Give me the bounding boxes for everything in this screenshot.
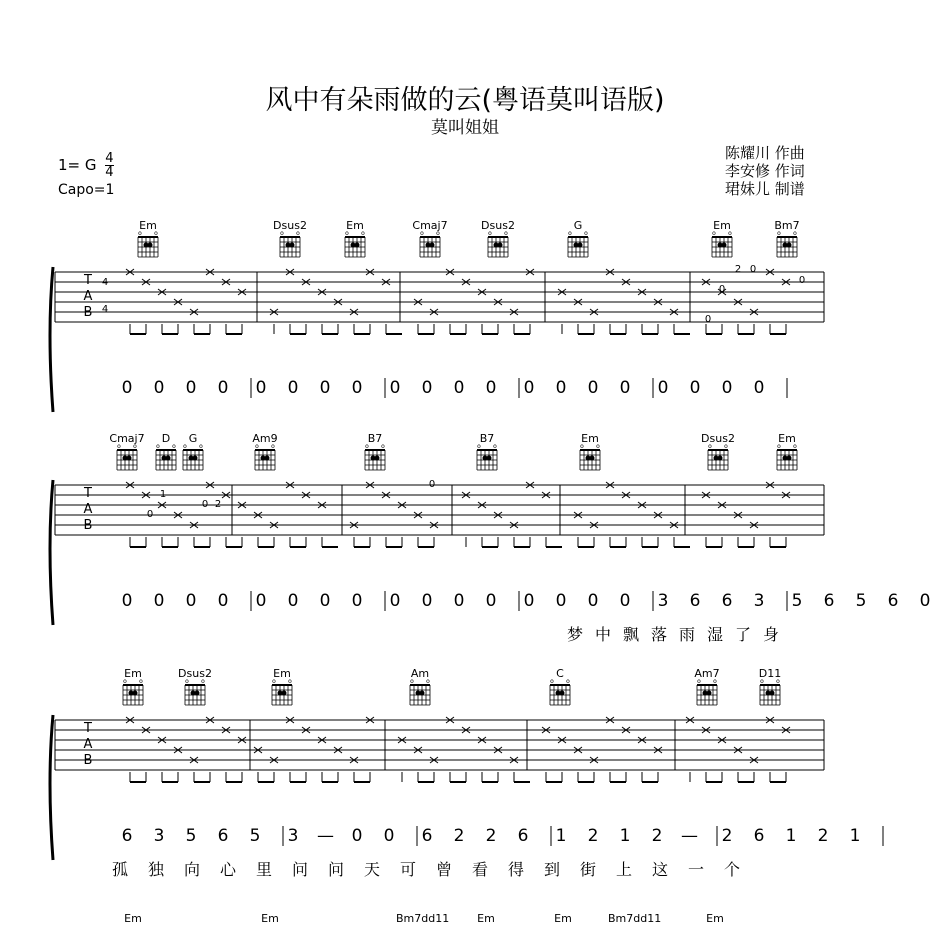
- chord-name: Em: [139, 219, 157, 232]
- open-string-mark: o: [712, 230, 716, 237]
- jianpu-note: 5: [249, 826, 261, 846]
- chord-name: Am7: [694, 667, 720, 680]
- fret-number: 0: [146, 509, 154, 520]
- finger-dot: [148, 243, 153, 248]
- open-string-mark: o: [777, 230, 781, 237]
- jianpu-note: 0: [185, 591, 197, 611]
- open-string-mark: o: [596, 443, 600, 450]
- lyric-char: 独: [147, 860, 164, 879]
- chord-name: Em: [778, 432, 796, 445]
- open-string-mark: o: [272, 678, 276, 685]
- open-string-mark: o: [280, 230, 284, 237]
- chord-name: Bm7dd11: [608, 912, 662, 925]
- open-string-mark: o: [493, 443, 497, 450]
- open-string-mark: o: [584, 230, 588, 237]
- jianpu-note: 0: [389, 378, 401, 398]
- jianpu-note: 0: [421, 591, 433, 611]
- finger-dot: [265, 456, 270, 461]
- open-string-mark: o: [381, 443, 385, 450]
- finger-dot: [590, 456, 595, 461]
- tab-label: T: [84, 721, 92, 736]
- jianpu-note: 0: [485, 378, 497, 398]
- jianpu-note: 0: [523, 378, 535, 398]
- chord-name: B7: [479, 432, 495, 445]
- lyric-char: 里: [255, 860, 272, 879]
- open-string-mark: o: [793, 443, 797, 450]
- open-string-mark: o: [488, 230, 492, 237]
- finger-dot: [195, 691, 200, 696]
- lyric-char: 了: [734, 625, 751, 644]
- lyric-char: 到: [543, 860, 560, 879]
- jianpu-note: 0: [689, 378, 701, 398]
- chord-name: Cmaj7: [109, 432, 145, 445]
- chord-name: D: [161, 432, 171, 445]
- chord-name: Dsus2: [481, 219, 515, 232]
- open-string-mark: o: [760, 678, 764, 685]
- system-brace: [50, 267, 53, 412]
- lyric-char: 曾: [435, 860, 452, 879]
- jianpu-note: 6: [217, 826, 229, 846]
- jianpu-note: 3: [657, 591, 669, 611]
- finger-dot: [560, 691, 565, 696]
- jianpu-note: 0: [383, 826, 395, 846]
- jianpu-note: 0: [319, 591, 331, 611]
- fret-number: 4: [101, 277, 109, 288]
- jianpu-note: 0: [389, 591, 401, 611]
- chord-name: G: [573, 219, 583, 232]
- chord-name: B7: [367, 432, 383, 445]
- open-string-mark: o: [345, 230, 349, 237]
- jianpu-note: 2: [485, 826, 497, 846]
- chord-name: Em: [713, 219, 731, 232]
- jianpu-note: 0: [153, 378, 165, 398]
- chord-name: Em: [554, 912, 572, 925]
- jianpu-note: 6: [721, 591, 733, 611]
- chord-name: Em: [477, 912, 495, 925]
- jianpu-note: 0: [153, 591, 165, 611]
- jianpu-note: 5: [855, 591, 867, 611]
- chord-name: Em: [261, 912, 279, 925]
- jianpu-note: 6: [421, 826, 433, 846]
- lyric-char: 可: [399, 860, 416, 879]
- finger-dot: [166, 456, 171, 461]
- jianpu-note: 3: [287, 826, 299, 846]
- jianpu-note: 0: [753, 378, 765, 398]
- finger-dot: [770, 691, 775, 696]
- open-string-mark: o: [504, 230, 508, 237]
- open-string-mark: o: [426, 678, 430, 685]
- jianpu-note: 0: [255, 378, 267, 398]
- jianpu-note: 0: [255, 591, 267, 611]
- open-string-mark: o: [183, 443, 187, 450]
- tab-label: B: [83, 305, 93, 320]
- finger-dot: [355, 243, 360, 248]
- jianpu-note: 0: [587, 591, 599, 611]
- finger-dot: [487, 456, 492, 461]
- lyric-char: 身: [762, 625, 779, 644]
- lyric-char: 天: [363, 860, 380, 879]
- jianpu-note: 0: [287, 378, 299, 398]
- lyric-char: 个: [723, 860, 740, 879]
- singer-name: 莫叫姐姐: [431, 118, 499, 138]
- jianpu-note: 0: [351, 826, 363, 846]
- jianpu-note: —: [681, 826, 698, 846]
- finger-dot: [707, 691, 712, 696]
- chord-name: Bm7: [774, 219, 800, 232]
- chord-name: Em: [346, 219, 364, 232]
- tab-label: A: [83, 737, 93, 752]
- system-brace: [50, 480, 53, 625]
- fret-number: 0: [428, 479, 436, 490]
- song-title: 风中有朵雨做的云(粤语莫叫语版): [265, 85, 665, 116]
- chord-name: G: [188, 432, 198, 445]
- tab-label: T: [84, 273, 92, 288]
- jianpu-note: 0: [351, 591, 363, 611]
- jianpu-note: 0: [485, 591, 497, 611]
- lyric-char: 孤: [111, 860, 128, 879]
- jianpu-note: 0: [657, 378, 669, 398]
- open-string-mark: o: [117, 443, 121, 450]
- chord-name: Cmaj7: [412, 219, 448, 232]
- jianpu-note: 0: [421, 378, 433, 398]
- jianpu-note: 0: [619, 591, 631, 611]
- open-string-mark: o: [550, 678, 554, 685]
- open-string-mark: o: [138, 230, 142, 237]
- lyric-char: 上: [615, 860, 632, 879]
- jianpu-note: 0: [523, 591, 535, 611]
- fret-number: 1: [159, 489, 167, 500]
- tab-label: T: [84, 486, 92, 501]
- open-string-mark: o: [436, 230, 440, 237]
- finger-dot: [498, 243, 503, 248]
- open-string-mark: o: [566, 678, 570, 685]
- chord-name: Em: [124, 912, 142, 925]
- open-string-mark: o: [580, 443, 584, 450]
- fret-number: 2: [734, 264, 742, 275]
- jianpu-note: 5: [791, 591, 803, 611]
- open-string-mark: o: [255, 443, 259, 450]
- jianpu-note: 0: [453, 591, 465, 611]
- fret-number: 0: [798, 275, 806, 286]
- jianpu-note: 6: [823, 591, 835, 611]
- open-string-mark: o: [708, 443, 712, 450]
- open-string-mark: o: [172, 443, 176, 450]
- finger-dot: [430, 243, 435, 248]
- chord-name: Em: [124, 667, 142, 680]
- jianpu-note: 2: [651, 826, 663, 846]
- chord-name: Dsus2: [178, 667, 212, 680]
- lyric-char: 心: [219, 860, 236, 879]
- jianpu-note: 6: [753, 826, 765, 846]
- jianpu-note: 0: [919, 591, 930, 611]
- jianpu-note: 0: [721, 378, 733, 398]
- tab-label: B: [83, 518, 93, 533]
- jianpu-note: 0: [619, 378, 631, 398]
- fret-number: 0: [718, 284, 726, 295]
- jianpu-note: 1: [555, 826, 567, 846]
- jianpu-note: 1: [785, 826, 797, 846]
- jianpu-note: 3: [753, 591, 765, 611]
- jianpu-note: 0: [121, 378, 133, 398]
- chord-name: Am: [410, 667, 430, 680]
- capo-label: Capo=1: [58, 182, 115, 198]
- open-string-mark: o: [154, 230, 158, 237]
- lyric-char: 这: [651, 860, 668, 879]
- jianpu-note: —: [317, 826, 334, 846]
- tab-label: A: [83, 502, 93, 517]
- jianpu-note: 5: [185, 826, 197, 846]
- lyric-char: 街: [579, 860, 596, 879]
- time-bottom: 4: [105, 165, 114, 180]
- tab-label: A: [83, 289, 93, 304]
- jianpu-note: 0: [453, 378, 465, 398]
- jianpu-note: 0: [555, 378, 567, 398]
- tab-label: B: [83, 753, 93, 768]
- lyric-char: 得: [507, 860, 524, 879]
- jianpu-note: 0: [287, 591, 299, 611]
- chord-name: Bm7dd11: [396, 912, 450, 925]
- open-string-mark: o: [697, 678, 701, 685]
- jianpu-note: 0: [351, 378, 363, 398]
- finger-dot: [282, 691, 287, 696]
- open-string-mark: o: [201, 678, 205, 685]
- jianpu-note: 0: [185, 378, 197, 398]
- finger-dot: [718, 456, 723, 461]
- lyric-char: 一: [687, 860, 704, 879]
- jianpu-note: 0: [217, 591, 229, 611]
- open-string-mark: o: [420, 230, 424, 237]
- transcriber-credit: 珺妹儿 制谱: [725, 180, 805, 198]
- open-string-mark: o: [139, 678, 143, 685]
- open-string-mark: o: [133, 443, 137, 450]
- jianpu-note: 6: [121, 826, 133, 846]
- jianpu-note: 0: [555, 591, 567, 611]
- chord-name: Em: [273, 667, 291, 680]
- finger-dot: [722, 243, 727, 248]
- finger-dot: [133, 691, 138, 696]
- chord-name: Dsus2: [701, 432, 735, 445]
- finger-dot: [290, 243, 295, 248]
- open-string-mark: o: [123, 678, 127, 685]
- fret-number: 0: [749, 264, 757, 275]
- lyric-char: 湿: [706, 625, 723, 644]
- lyric-char: 飘: [622, 625, 639, 644]
- open-string-mark: o: [156, 443, 160, 450]
- composer-credit: 陈耀川 作曲: [725, 144, 805, 162]
- open-string-mark: o: [185, 678, 189, 685]
- jianpu-note: 0: [587, 378, 599, 398]
- jianpu-note: 6: [517, 826, 529, 846]
- jianpu-note: 0: [121, 591, 133, 611]
- lyric-char: 看: [471, 860, 488, 879]
- jianpu-note: 2: [817, 826, 829, 846]
- fret-number: 0: [201, 499, 209, 510]
- jianpu-note: 0: [217, 378, 229, 398]
- jianpu-note: 2: [453, 826, 465, 846]
- jianpu-note: 1: [849, 826, 861, 846]
- open-string-mark: o: [777, 443, 781, 450]
- chord-name: Em: [706, 912, 724, 925]
- lyric-char: 向: [183, 860, 200, 879]
- lyric-char: 雨: [678, 625, 695, 644]
- open-string-mark: o: [361, 230, 365, 237]
- lyric-char: 梦: [566, 625, 583, 644]
- jianpu-note: 1: [619, 826, 631, 846]
- fret-number: 4: [101, 304, 109, 315]
- chord-name: Dsus2: [273, 219, 307, 232]
- jianpu-note: 6: [689, 591, 701, 611]
- open-string-mark: o: [477, 443, 481, 450]
- chord-name: D11: [758, 667, 782, 680]
- finger-dot: [375, 456, 380, 461]
- jianpu-note: 6: [887, 591, 899, 611]
- open-string-mark: o: [288, 678, 292, 685]
- chord-name: Am9: [252, 432, 278, 445]
- finger-dot: [787, 456, 792, 461]
- open-string-mark: o: [271, 443, 275, 450]
- jianpu-note: 0: [319, 378, 331, 398]
- open-string-mark: o: [713, 678, 717, 685]
- finger-dot: [787, 243, 792, 248]
- jianpu-note: 2: [587, 826, 599, 846]
- lyric-char: 问: [291, 860, 308, 879]
- finger-dot: [420, 691, 425, 696]
- fret-number: 0: [704, 314, 712, 325]
- jianpu-note: 2: [721, 826, 733, 846]
- open-string-mark: o: [199, 443, 203, 450]
- open-string-mark: o: [568, 230, 572, 237]
- chord-name: Em: [581, 432, 599, 445]
- finger-dot: [127, 456, 132, 461]
- open-string-mark: o: [410, 678, 414, 685]
- open-string-mark: o: [296, 230, 300, 237]
- open-string-mark: o: [724, 443, 728, 450]
- lyricist-credit: 李安修 作词: [725, 162, 805, 180]
- open-string-mark: o: [776, 678, 780, 685]
- lyric-char: 中: [594, 625, 611, 644]
- time-top: 4: [105, 151, 114, 166]
- lyric-char: 落: [650, 625, 667, 644]
- system-brace: [50, 715, 53, 860]
- open-string-mark: o: [793, 230, 797, 237]
- chord-name: C: [556, 667, 564, 680]
- open-string-mark: o: [365, 443, 369, 450]
- open-string-mark: o: [728, 230, 732, 237]
- key-label: 1= G: [58, 156, 97, 174]
- finger-dot: [578, 243, 583, 248]
- lyric-char: 问: [327, 860, 344, 879]
- finger-dot: [193, 456, 198, 461]
- fret-number: 2: [214, 499, 222, 510]
- jianpu-note: 3: [153, 826, 165, 846]
